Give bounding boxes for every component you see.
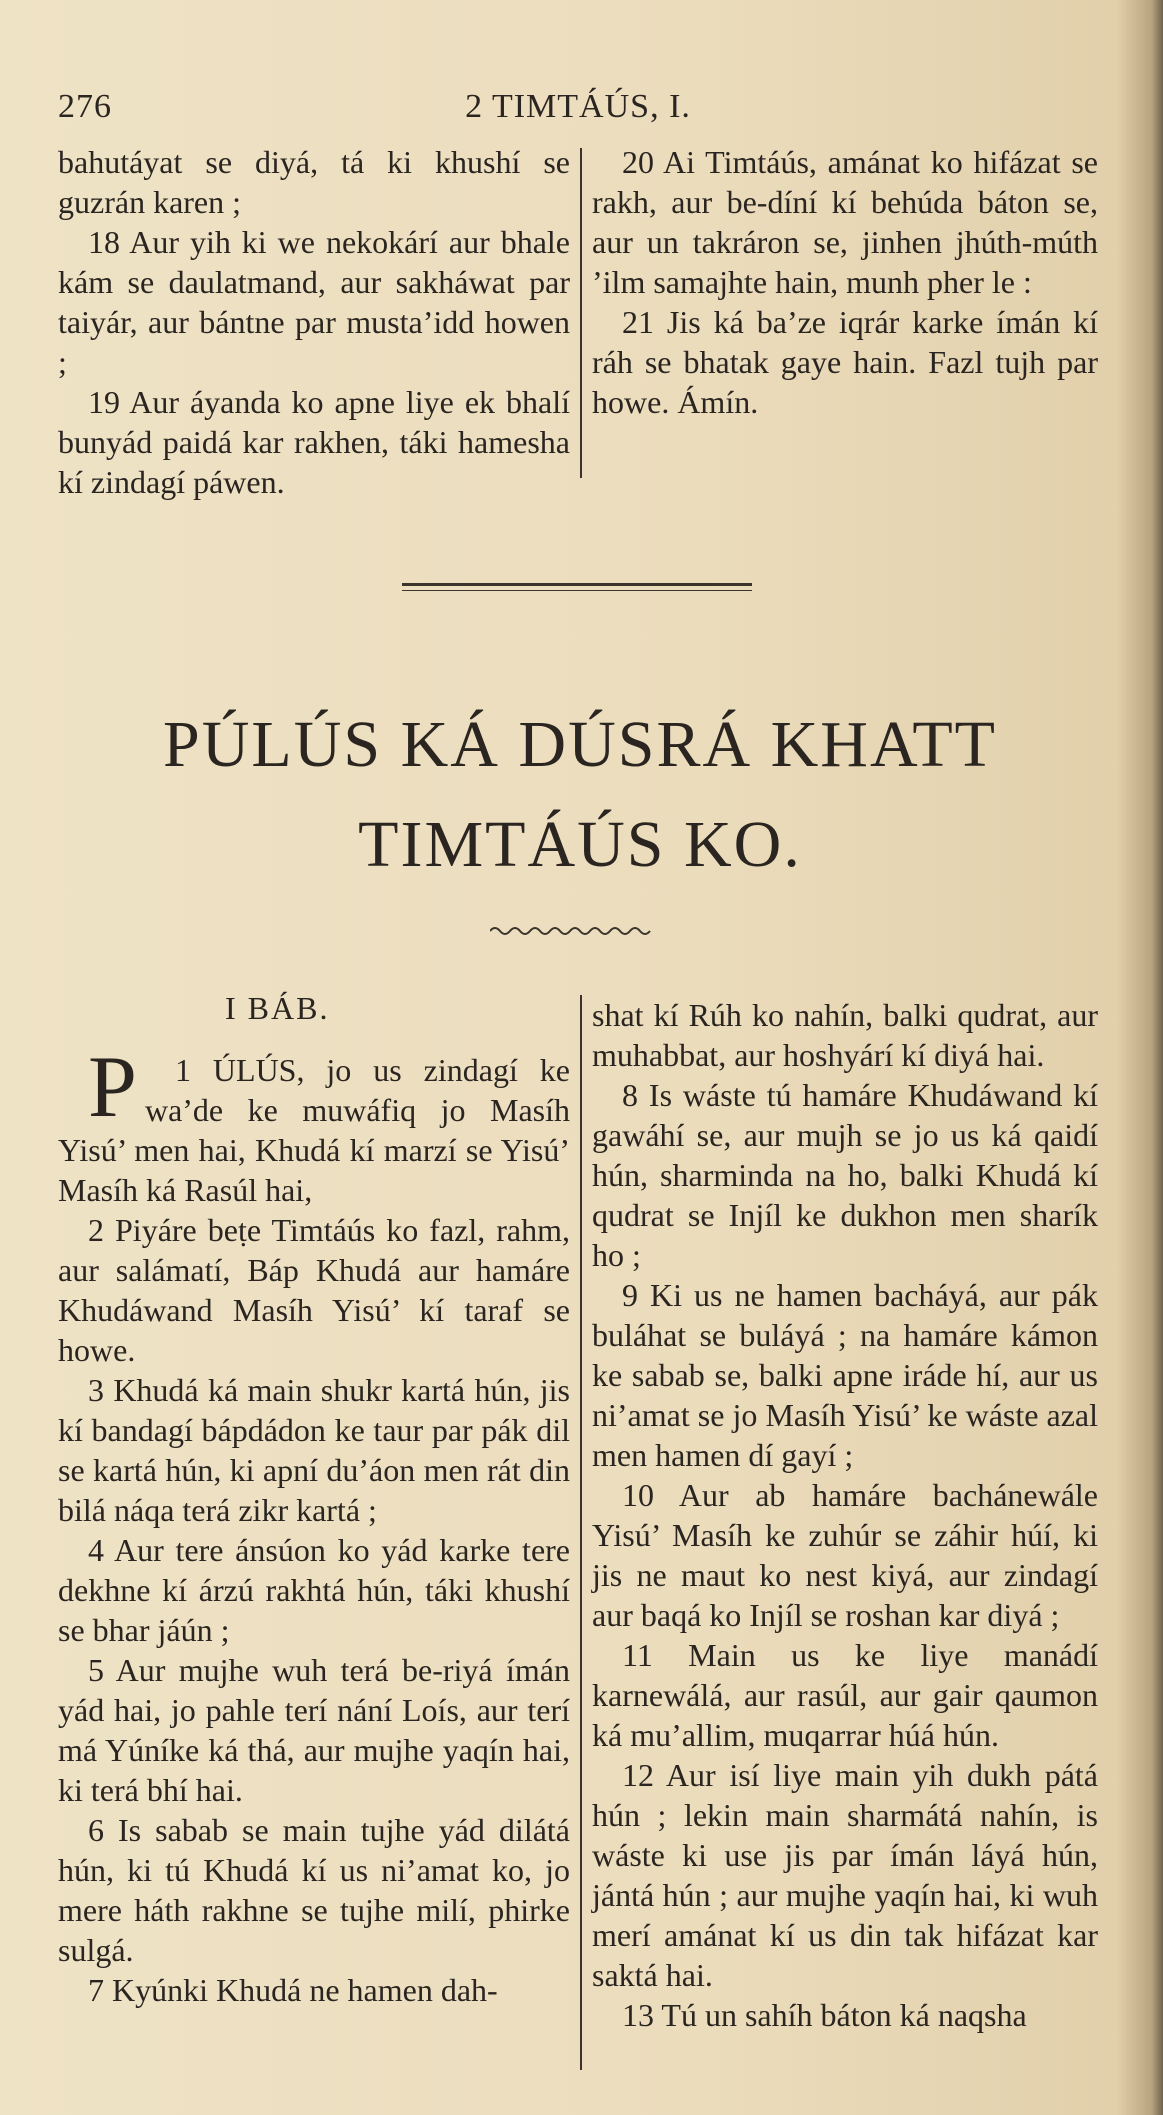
- verse-12: 12 Aur isí liye main yih dukh pátá hún ; lekin main sharmátá nahín, is wáste ki use jis par ímán láyá hún, jántá hún ; aur mujhe yaqín hai, ki wuh merí amánat kí us din tak hifázat kar saktá hai.: [592, 1757, 1098, 1993]
- chapter-heading: I BÁB.: [225, 990, 330, 1026]
- verse-8: 8 Is wáste tú hamáre Khudáwand kí gawáhí se, aur mujh se jo us ká qaidí hún, sharminda na ho, balki Khudá kí qudrat se Injíl ke dukhon men sharík ho ;: [592, 1077, 1098, 1273]
- verse-11: 11 Main us ke liye manádí karnewálá, aur rasúl, aur gair qaumon ká mu’allim, muqarrar húá hún.: [592, 1637, 1098, 1753]
- verse-1-number: 1: [174, 1052, 213, 1088]
- column-rule-bottom: [580, 995, 582, 2070]
- chapter-left-column: [58, 1039, 571, 2010]
- verse-6: 6 Is sabab se main tujhe yád dilátá hún, ki tú Khudá kí us ni’amat ko, jo mere háth rakhne se tujhe milí, phirke sulgá.: [58, 1812, 570, 1968]
- verse-3: 3 Khudá ká main shukr kartá hún, jis kí bandagí bápdádon ke taur par pák dil se kartá hún, ki apní du’áon men rát din bilá náqa terá zikr kartá ;: [58, 1372, 570, 1528]
- verse-7-continuation: shat kí Rúh ko nahín, balki qudrat, aur muhabbat, aur hoshyárí kí diyá hai.: [592, 997, 1098, 1073]
- running-header: [58, 88, 1098, 138]
- top-left-column: [58, 142, 570, 502]
- verse-continuation: bahutáyat se diyá, tá ki khushí se guzrán karen ;: [58, 144, 570, 220]
- verse-1: [58, 1039, 571, 1210]
- verse-13: 13 Tú un sahíh báton ká naqsha: [622, 1997, 1027, 2033]
- drop-cap: P: [88, 1039, 137, 1136]
- column-rule-top: [580, 148, 582, 478]
- running-title: 2 TIMTÁÚS, I.: [465, 88, 691, 125]
- chapter-right-column: [592, 995, 1098, 2035]
- verse-1-text: ÚLÚS, jo us zindagí ke wa’de ke muwáfiq jo Masíh Yisú’ men hai, Khudá kí marzí se Yisú’ Masíh ká Rasúl hai,: [58, 1052, 571, 1208]
- verse-10: 10 Aur ab hamáre bachánewále Yisú’ Masíh ke zuhúr se záhir húí, ki jis ne maut ko nest kiyá, aur zindagí aur baqá ko Injíl se roshan kar diyá ;: [592, 1477, 1098, 1633]
- verse-2: 2 Piyáre beṭe Timtáús ko fazl, rahm, aur salámatí, Báp Khudá aur hamáre Khudáwand Masíh Yisú’ kí taraf se howe.: [58, 1212, 570, 1368]
- verse-7: 7 Kyúnki Khudá ne hamen dah-: [88, 1972, 498, 2008]
- verse-18: 18 Aur yih ki we nekokárí aur bhale kám se daulatmand, aur sakháwat par taiyár, aur bántne par musta’idd howen ;: [58, 224, 570, 380]
- verse-4: 4 Aur tere ánsúon ko yád karke tere dekhne kí árzú rakhtá hún, táki khushí se bhar jáún ;: [58, 1532, 570, 1648]
- book-title-line-2: TIMTÁÚS KO.: [358, 808, 802, 881]
- verse-5: 5 Aur mujhe wuh terá be-riyá ímán yád hai, jo pahle terí nání Loís, aur terí má Yúníke ká thá, aur mujhe yaqín hai, ki terá bhí hai.: [58, 1652, 570, 1808]
- ornament-divider: [490, 925, 655, 937]
- verse-20: 20 Ai Timtáús, amánat ko hifázat se rakh, aur be-díní kí behúda báton se, aur un takráron se, jinhen jhúth-múth ’ilm samajhte hain, munh pher le :: [592, 144, 1098, 300]
- verse-21: 21 Jis ká ba’ze iqrár karke ímán kí ráh se bhatak gaye hain. Fazl tujh par howe. Ámín.: [592, 304, 1098, 420]
- section-divider: [402, 583, 752, 591]
- book-title-line-1: PÚLÚS KÁ DÚSRÁ KHATT: [163, 708, 997, 781]
- verse-9: 9 Ki us ne hamen bacháyá, aur pák buláhat se buláyá ; na hamáre kámon ke sabab se, balki apne iráde hí, aur us ni’amat se jo Masíh Yisú’ ke wáste azal men hamen dí gayí ;: [592, 1277, 1098, 1473]
- top-right-column: [592, 142, 1098, 422]
- verse-19: 19 Aur áyanda ko apne liye ek bhalí bunyád paidá kar rakhen, táki hamesha kí zindagí páwen.: [58, 384, 570, 500]
- page-number: 276: [58, 88, 112, 125]
